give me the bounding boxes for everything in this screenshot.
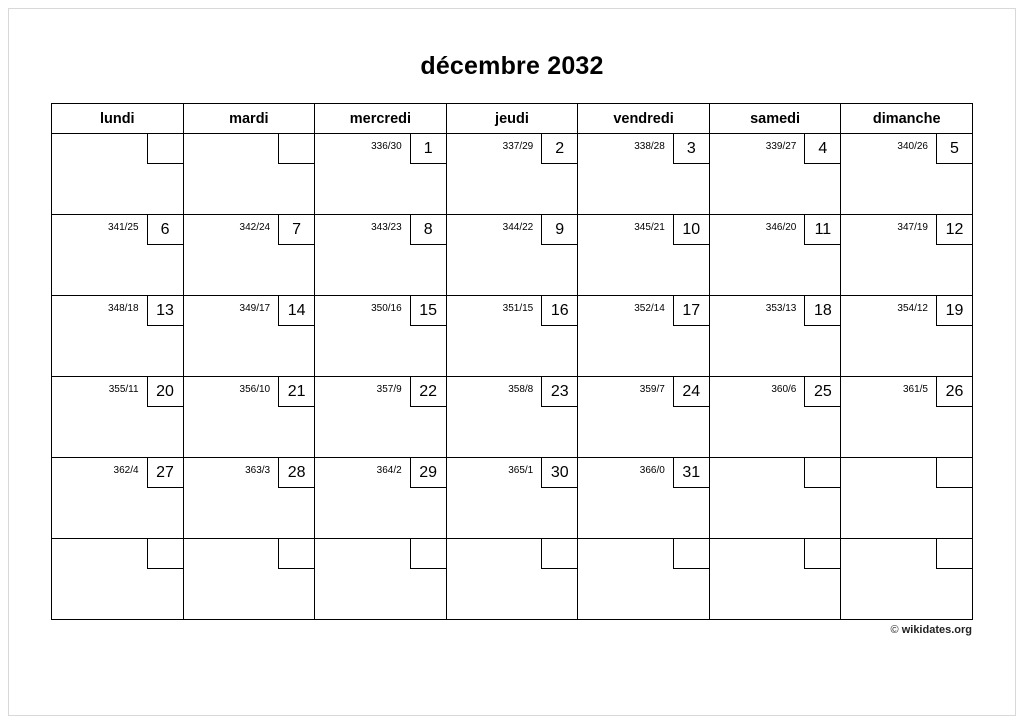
page-title: décembre 2032 xyxy=(420,52,604,80)
weekday-header-saturday: samedi xyxy=(709,104,841,134)
day-number: 10 xyxy=(673,214,710,245)
day-number xyxy=(936,457,973,488)
day-of-year-label: 364/2 xyxy=(376,465,402,476)
day-number xyxy=(147,133,184,164)
calendar-day-cell[interactable] xyxy=(578,296,710,377)
day-of-year-label: 351/15 xyxy=(502,303,534,314)
calendar-day-cell[interactable] xyxy=(578,539,710,620)
calendar-day-cell[interactable] xyxy=(446,296,578,377)
day-number: 30 xyxy=(541,457,578,488)
day-number xyxy=(673,538,710,569)
day-of-year-label: 350/16 xyxy=(371,303,402,314)
day-of-year-label: 336/30 xyxy=(371,141,402,152)
calendar-table xyxy=(51,103,973,620)
day-of-year-label: 360/6 xyxy=(771,384,797,395)
calendar-day-cell[interactable] xyxy=(709,377,841,458)
copyright-symbol: © xyxy=(890,624,899,636)
calendar-day-cell[interactable] xyxy=(52,377,184,458)
day-of-year-label: 363/3 xyxy=(245,465,271,476)
day-of-year-label: 354/12 xyxy=(897,303,928,314)
day-of-year-label: 362/4 xyxy=(113,465,139,476)
weekday-header-monday: lundi xyxy=(52,104,184,134)
day-number: 25 xyxy=(804,376,841,407)
calendar-day-cell[interactable] xyxy=(52,296,184,377)
weekday-header-tuesday: mardi xyxy=(183,104,315,134)
calendar-day-cell[interactable] xyxy=(52,539,184,620)
day-of-year-label: 352/14 xyxy=(634,303,665,314)
weekday-header-wednesday: mercredi xyxy=(315,104,447,134)
calendar-day-cell[interactable] xyxy=(709,458,841,539)
day-number xyxy=(410,538,447,569)
calendar-day-cell[interactable] xyxy=(183,539,315,620)
calendar-week-row xyxy=(52,215,973,296)
weekday-header-thursday: jeudi xyxy=(446,104,578,134)
day-number: 19 xyxy=(936,295,973,326)
day-number xyxy=(804,457,841,488)
day-number: 29 xyxy=(410,457,447,488)
day-number: 9 xyxy=(541,214,578,245)
calendar-day-cell[interactable] xyxy=(52,215,184,296)
day-number: 21 xyxy=(278,376,315,407)
day-of-year-label: 366/0 xyxy=(639,465,665,476)
calendar-day-cell[interactable] xyxy=(841,377,973,458)
day-number: 12 xyxy=(936,214,973,245)
calendar-week-row xyxy=(52,377,973,458)
day-number: 6 xyxy=(147,214,184,245)
day-number xyxy=(804,538,841,569)
day-of-year-label: 338/28 xyxy=(634,141,665,152)
calendar-week-row xyxy=(52,296,973,377)
calendar-week-row xyxy=(52,458,973,539)
day-number xyxy=(936,538,973,569)
day-number: 17 xyxy=(673,295,710,326)
day-of-year-label: 345/21 xyxy=(634,222,665,233)
calendar-day-cell[interactable] xyxy=(315,458,447,539)
calendar-day-cell[interactable] xyxy=(315,134,447,215)
calendar-day-cell[interactable] xyxy=(52,134,184,215)
calendar-day-cell[interactable] xyxy=(709,296,841,377)
day-of-year-label: 359/7 xyxy=(639,384,665,395)
calendar-day-cell[interactable] xyxy=(841,458,973,539)
calendar-day-cell[interactable] xyxy=(709,134,841,215)
calendar-day-cell[interactable] xyxy=(315,539,447,620)
day-number: 16 xyxy=(541,295,578,326)
calendar-day-cell[interactable] xyxy=(315,296,447,377)
calendar-day-cell[interactable] xyxy=(315,215,447,296)
calendar-day-cell[interactable] xyxy=(52,458,184,539)
day-number: 24 xyxy=(673,376,710,407)
calendar-day-cell[interactable] xyxy=(709,215,841,296)
day-number: 31 xyxy=(673,457,710,488)
day-of-year-label: 358/8 xyxy=(508,384,534,395)
day-of-year-label: 341/25 xyxy=(107,222,139,233)
day-number: 5 xyxy=(936,133,973,164)
calendar-day-cell[interactable] xyxy=(446,377,578,458)
day-number: 18 xyxy=(804,295,841,326)
day-of-year-label: 346/20 xyxy=(765,222,797,233)
day-of-year-label: 365/1 xyxy=(508,465,534,476)
calendar-day-cell[interactable] xyxy=(183,377,315,458)
calendar-day-cell[interactable] xyxy=(709,539,841,620)
calendar-day-cell[interactable] xyxy=(578,458,710,539)
day-number: 4 xyxy=(804,133,841,164)
calendar-day-cell[interactable] xyxy=(446,215,578,296)
day-of-year-label: 344/22 xyxy=(502,222,534,233)
day-number: 2 xyxy=(541,133,578,164)
calendar-week-row xyxy=(52,134,973,215)
day-number: 13 xyxy=(147,295,184,326)
weekday-header-sunday: dimanche xyxy=(841,104,973,134)
day-number: 22 xyxy=(410,376,447,407)
credit-brand: wikidates.org xyxy=(901,624,972,636)
calendar-day-cell[interactable] xyxy=(183,296,315,377)
day-number xyxy=(147,538,184,569)
calendar-day-cell[interactable] xyxy=(578,377,710,458)
calendar-day-cell[interactable] xyxy=(841,134,973,215)
day-of-year-label: 356/10 xyxy=(239,384,271,395)
day-number: 28 xyxy=(278,457,315,488)
credit-line xyxy=(891,624,972,636)
day-number xyxy=(541,538,578,569)
calendar-day-cell[interactable] xyxy=(183,215,315,296)
calendar-day-cell[interactable] xyxy=(446,458,578,539)
day-of-year-label: 347/19 xyxy=(897,222,928,233)
calendar-day-cell[interactable] xyxy=(841,539,973,620)
day-of-year-label: 357/9 xyxy=(376,384,402,395)
day-of-year-label: 343/23 xyxy=(371,222,402,233)
day-of-year-label: 337/29 xyxy=(502,141,534,152)
day-of-year-label: 348/18 xyxy=(107,303,139,314)
calendar-day-cell[interactable] xyxy=(841,296,973,377)
day-of-year-label: 339/27 xyxy=(765,141,797,152)
day-number: 23 xyxy=(541,376,578,407)
day-number: 1 xyxy=(410,133,447,164)
day-number: 26 xyxy=(936,376,973,407)
calendar-week-row xyxy=(52,539,973,620)
day-of-year-label: 353/13 xyxy=(765,303,797,314)
day-number: 27 xyxy=(147,457,184,488)
day-of-year-label: 340/26 xyxy=(897,141,928,152)
day-number xyxy=(278,133,315,164)
day-of-year-label: 361/5 xyxy=(902,384,928,395)
day-of-year-label: 342/24 xyxy=(239,222,271,233)
day-number: 15 xyxy=(410,295,447,326)
day-of-year-label: 349/17 xyxy=(239,303,271,314)
day-number: 7 xyxy=(278,214,315,245)
calendar-day-cell[interactable] xyxy=(446,539,578,620)
calendar-header-row xyxy=(52,104,973,134)
day-number: 3 xyxy=(673,133,710,164)
calendar-day-cell[interactable] xyxy=(578,215,710,296)
day-number: 20 xyxy=(147,376,184,407)
calendar-day-cell[interactable] xyxy=(183,134,315,215)
calendar-day-cell[interactable] xyxy=(315,377,447,458)
calendar-day-cell[interactable] xyxy=(183,458,315,539)
day-number: 14 xyxy=(278,295,315,326)
calendar-day-cell[interactable] xyxy=(446,134,578,215)
day-of-year-label: 355/11 xyxy=(108,384,139,395)
day-number xyxy=(278,538,315,569)
day-number: 11 xyxy=(804,214,841,245)
calendar-day-cell[interactable] xyxy=(578,134,710,215)
calendar-day-cell[interactable] xyxy=(841,215,973,296)
weekday-header-friday: vendredi xyxy=(578,104,710,134)
day-number: 8 xyxy=(410,214,447,245)
